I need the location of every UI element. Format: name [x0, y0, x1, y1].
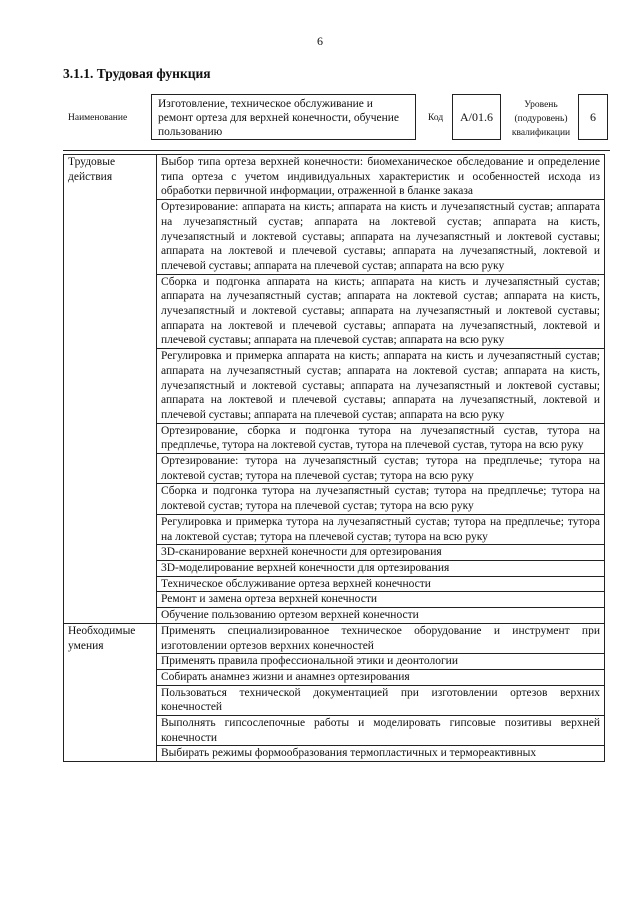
table-cell: Регулировка и примерка тутора на лучезапястный сустав; тутора на предплечье; тутора на локтевой сустав; тутора на плечевой сустав; тутора на всю руку: [157, 514, 605, 544]
table-cell: Выбор типа ортеза верхней конечности: биомеханическое обследование и определение типа ортеза с учетом индивидуальных характеристик и особенностей исхода из обработки первичной информации, отраженной в бланке заказа: [157, 155, 605, 200]
table-row: [64, 155, 605, 200]
category-label: Трудовые действия: [64, 155, 157, 624]
level-label: Уровень (подуровень) квалификации: [511, 100, 571, 138]
function-header: [0, 94, 640, 154]
table-cell: Обучение пользованию ортезом верхней конечности: [157, 608, 605, 624]
name-label: Наименование: [68, 113, 128, 123]
table-cell: Выбирать режимы формообразования термопластичных и термореактивных: [157, 746, 605, 762]
table-cell: 3D-сканирование верхней конечности для ортезирования: [157, 545, 605, 561]
page-number: 6: [317, 34, 323, 48]
table-cell: Ортезирование: аппарата на кисть; аппарата на кисть и лучезапястный сустав; аппарата на лучезапястный сустав; аппарата на локтевой сустав; аппарата на кисть, лучезапястный и локтевой суставы; аппарата на лучезапястный и локтевой суставы; аппарата на локтевой и плечевой суставы; аппарата на лучезапястный, локтевой и плечевой суставы; аппарата на плечевой сустав; аппарата на всю руку: [157, 200, 605, 275]
table-cell: Ортезирование, сборка и подгонка тутора на лучезапястный сустав, тутора на предплечье, тутора на локтевой сустав, тутора на плечевой сустав, тутора на всю руку: [157, 423, 605, 453]
table-cell: Собирать анамнез жизни и анамнез ортезирования: [157, 669, 605, 685]
category-label: Необходимые умения: [64, 623, 157, 761]
divider: [63, 150, 610, 151]
table-cell: 3D-моделирование верхней конечности для ортезирования: [157, 560, 605, 576]
table-cell: Выполнять гипсослепочные работы и моделировать гипсовые позитивы верхней конечности: [157, 716, 605, 746]
name-value: Изготовление, техническое обслуживание и ремонт ортеза для верхней конечности, обучение пользованию: [151, 94, 416, 140]
table-cell: Сборка и подгонка аппарата на кисть; аппарата на кисть и лучезапястный сустав; аппарата на лучезапястный сустав; аппарата на локтевой сустав; аппарата на кисть, лучезапястный и локтевой суставы; аппарата на лучезапястный и локтевой суставы; аппарата на локтевой и плечевой суставы; аппарата на лучезапястный, локтевой и плечевой суставы; аппарата на плечевой сустав; аппарата на всю руку: [157, 274, 605, 349]
level-value: 6: [578, 94, 608, 140]
table-cell: Регулировка и примерка аппарата на кисть; аппарата на кисть и лучезапястный сустав; аппарата на лучезапястный сустав; аппарата на локтевой сустав; аппарата на кисть, лучезапястный и локтевой суставы; аппарата на лучезапястный и локтевой суставы; аппарата на локтевой и плечевой суставы; аппарата на лучезапястный, локтевой и плечевой суставы; аппарата на плечевой сустав; аппарата на всю руку: [157, 349, 605, 424]
table-cell: Применять правила профессиональной этики и деонтологии: [157, 654, 605, 670]
table-cell: Применять специализированное техническое оборудование и инструмент при изготовлении ортезов верхних конечностей: [157, 623, 605, 653]
table-row: [64, 623, 605, 653]
code-label: Код: [428, 113, 444, 123]
code-value: A/01.6: [452, 94, 501, 140]
function-table: [63, 154, 605, 762]
table-cell: Ремонт и замена ортеза верхней конечности: [157, 592, 605, 608]
section-title: 3.1.1. Трудовая функция: [63, 66, 211, 81]
table-cell: Пользоваться технической документацией при изготовлении ортезов верхних конечностей: [157, 685, 605, 715]
table-cell: Ортезирование: тутора на лучезапястный сустав; тутора на предплечье; тутора на локтевой сустав; тутора на плечевой сустав; тутора на всю руку: [157, 454, 605, 484]
table-cell: Техническое обслуживание ортеза верхней конечности: [157, 576, 605, 592]
table-cell: Сборка и подгонка тутора на лучезапястный сустав; тутора на предплечье; тутора на локтевой сустав; тутора на плечевой сустав; тутора на всю руку: [157, 484, 605, 514]
